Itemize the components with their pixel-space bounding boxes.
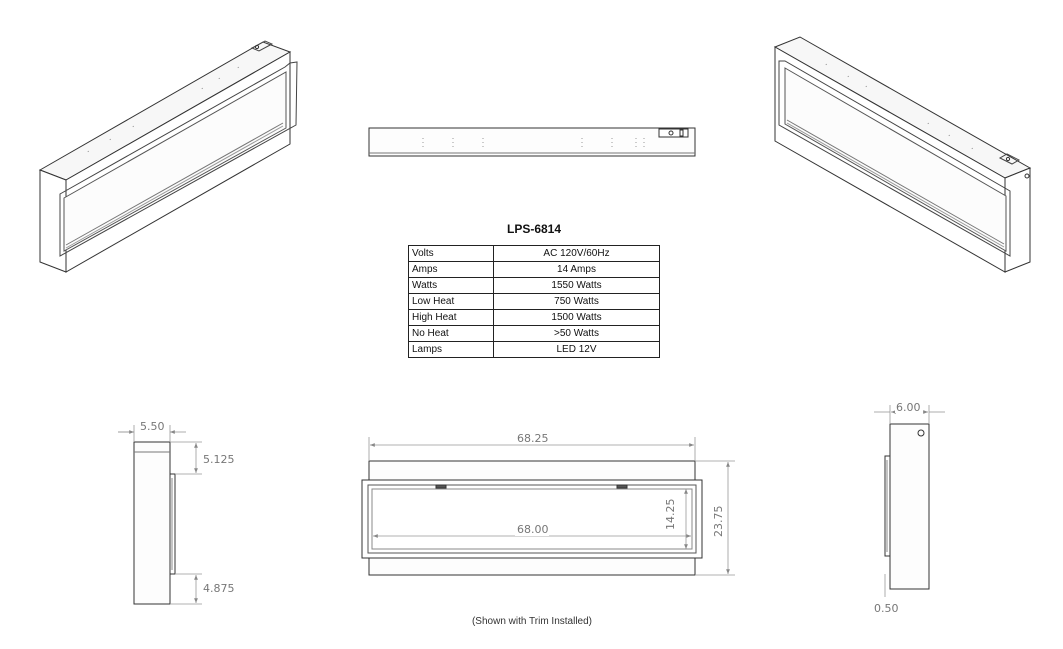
spec-row	[409, 246, 660, 262]
dim-right-trim: 0.50	[874, 602, 899, 615]
isometric-view-right	[775, 37, 1030, 272]
top-view	[369, 128, 695, 156]
dim-front-opening-height: 14.25	[664, 498, 677, 530]
spec-row	[409, 342, 660, 358]
dim-left-depth: 5.50	[140, 420, 165, 433]
spec-row	[409, 294, 660, 310]
spec-value: 14 Amps	[494, 262, 660, 278]
spec-value: >50 Watts	[494, 326, 660, 342]
spec-table	[408, 245, 660, 358]
spec-value: AC 120V/60Hz	[494, 246, 660, 262]
dim-front-overall-width: 68.25	[517, 432, 549, 445]
dim-front-trim-width: 68.00	[517, 523, 549, 536]
isometric-view-left	[40, 41, 297, 272]
spec-label: No Heat	[409, 326, 494, 342]
model-title: LPS-6814	[506, 222, 562, 236]
right-side-view	[874, 405, 945, 597]
spec-row	[409, 278, 660, 294]
spec-row	[409, 310, 660, 326]
front-view	[362, 437, 735, 575]
dim-left-bottom-offset: 4.875	[203, 582, 235, 595]
spec-label: Amps	[409, 262, 494, 278]
dim-right-depth: 6.00	[896, 401, 921, 414]
spec-label: Lamps	[409, 342, 494, 358]
spec-value: 1550 Watts	[494, 278, 660, 294]
spec-label: High Heat	[409, 310, 494, 326]
spec-row	[409, 326, 660, 342]
spec-value: 1500 Watts	[494, 310, 660, 326]
dim-left-top-offset: 5.125	[203, 453, 235, 466]
left-side-view	[118, 425, 202, 604]
caption: (Shown with Trim Installed)	[471, 616, 593, 627]
dim-front-overall-height: 23.75	[712, 505, 725, 537]
spec-value: LED 12V	[494, 342, 660, 358]
spec-row	[409, 262, 660, 278]
spec-label: Watts	[409, 278, 494, 294]
spec-label: Low Heat	[409, 294, 494, 310]
spec-label: Volts	[409, 246, 494, 262]
spec-value: 750 Watts	[494, 294, 660, 310]
